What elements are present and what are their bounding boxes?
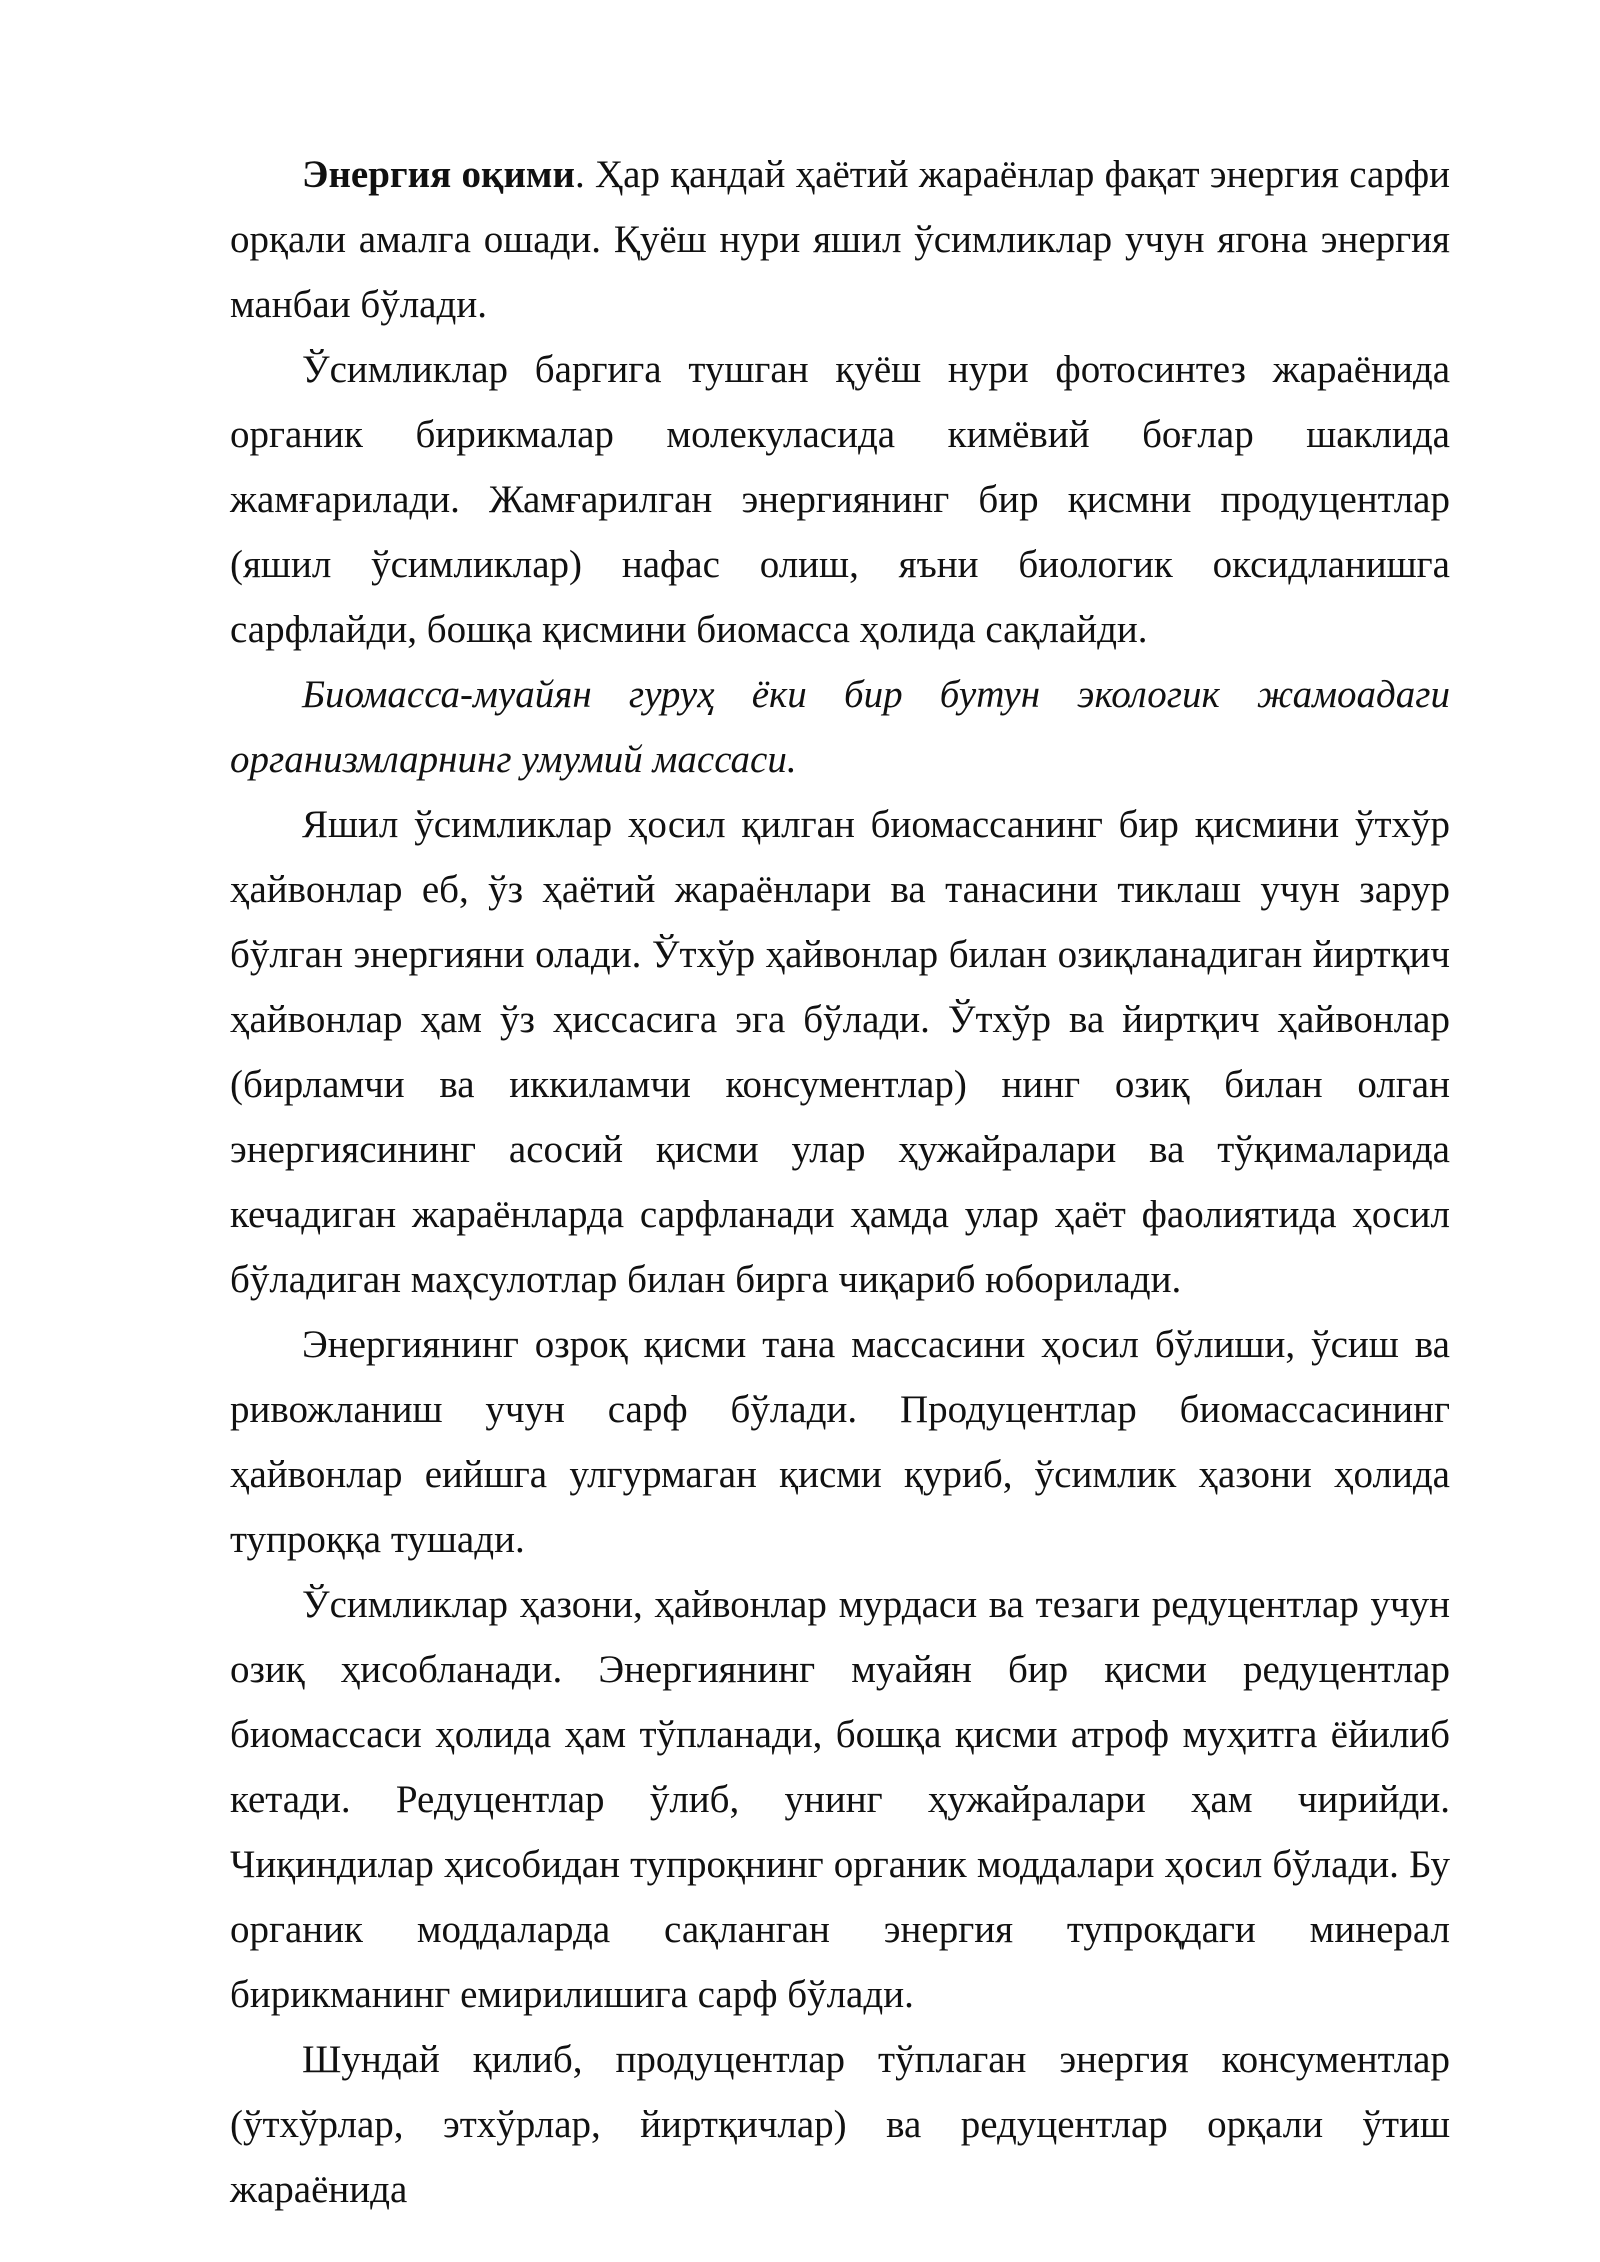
biomass-definition: Биомасса-муайян гуруҳ ёки бир бутун экологик жамоадаги организмларнинг умумий массаси. xyxy=(230,673,1450,781)
paragraph-energy-flow xyxy=(230,142,1450,337)
paragraph-reducers: Ўсимликлар ҳазони, ҳайвонлар мурдаси ва тезаги редуцентлар учун озиқ ҳисобланади. Энергиянинг муайян бир қисми редуцентлар биомассаси ҳолида ҳам тўпланади, бошқа қисми атроф муҳитга ёйилиб кетади. Редуцентлар ўлиб, унинг ҳужайралари ҳам чирийди. Чиқиндилар ҳисобидан тупроқнинг органик моддалари ҳосил бўлади. Бу органик моддаларда сақланган энергия тупроқдаги минерал бирикманинг емирилишига сарф бўлади. xyxy=(230,1583,1450,2016)
paragraph-text: . Ҳар қандай ҳаётий жараёнлар фақат энергия сарфи орқали амалга ошади. Қуёш нури яшил ўсимликлар учун ягона энергия манбаи бўлади. xyxy=(230,153,1450,326)
paragraph-growth: Энергиянинг озроқ қисми тана массасини ҳосил бўлиши, ўсиш ва ривожланиш учун сарф бўлади. Продуцентлар биомассасининг ҳайвонлар еийшга улгурмаган қисми қуриб, ўсимлик ҳазони ҳолида тупроққа тушади. xyxy=(230,1323,1450,1561)
paragraph-consumers: Яшил ўсимликлар ҳосил қилган биомассанинг бир қисмини ўтхўр ҳайвонлар еб, ўз ҳаётий жараёнлари ва танасини тиклаш учун зарур бўлган энергияни олади. Ўтхўр ҳайвонлар билан озиқланадиган йиртқич ҳайвонлар ҳам ўз ҳиссасига эга бўлади. Ўтхўр ва йиртқич ҳайвонлар (бирламчи ва иккиламчи консументлар) нинг озиқ билан олган энергиясининг асосий қисми улар ҳужайралари ва тўқималарида кечадиган жараёнларда сарфланади ҳамда улар ҳаёт фаолиятида ҳосил бўладиган маҳсулотлар билан бирга чиқариб юборилади. xyxy=(230,803,1450,1301)
paragraph-conclusion: Шундай қилиб, продуцентлар тўплаган энергия консументлар (ўтхўрлар, этхўрлар, йиртқичлар) ва редуцентлар орқали ўтиш жараёнида xyxy=(230,2038,1450,2211)
section-term-energy-flow: Энергия оқими xyxy=(302,153,575,196)
paragraph-photosynthesis: Ўсимликлар баргига тушган қуёш нури фотосинтез жараёнида органик бирикмалар молекуласида кимёвий боғлар шаклида жамғарилади. Жамғарилган энергиянинг бир қисмни продуцентлар (яшил ўсимликлар) нафас олиш, яъни биологик оксидланишга сарфлайди, бошқа қисмини биомасса ҳолида сақлайди. xyxy=(230,348,1450,651)
document-page xyxy=(230,142,1450,2222)
